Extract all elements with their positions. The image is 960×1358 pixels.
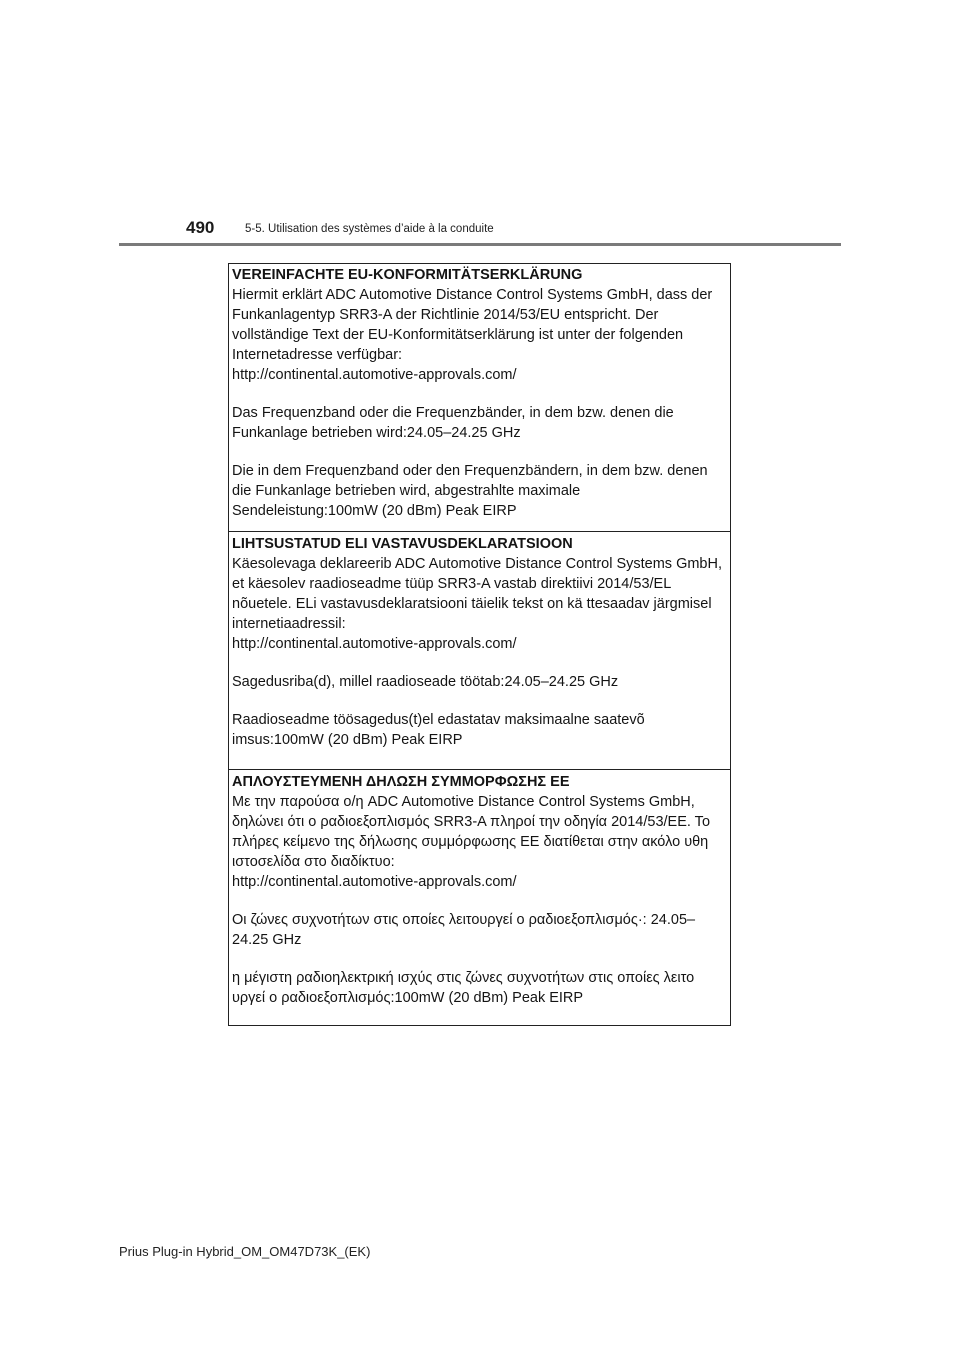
declaration-box (228, 263, 731, 1026)
spacer (232, 892, 727, 910)
declaration-intro: Käesolevaga deklareerib ADC Automotive Distance Control Systems GmbH, et käesolev raadioseadme tüüp SRR3-A vastab direktiivi 2014/53/EL nõuetele. ELi vastavusdeklaratsiooni täielik tekst on kä ttesaadav järgmisel internetiaadressil: (232, 556, 722, 632)
spacer (232, 692, 727, 710)
declaration-power: Die in dem Frequenzband oder den Frequenzbändern, in dem bzw. denen die Funkanlage betrieben wird, abgestrahlte maximale Sendeleistung:100mW (20 dBm) Peak EIRP (232, 463, 708, 519)
declaration-estonian (229, 531, 730, 769)
spacer (232, 385, 727, 403)
spacer (232, 654, 727, 672)
declaration-url: http://continental.automotive-approvals.com/ (232, 874, 517, 890)
declaration-power: η μέγιστη ραδιοηλεκτρική ισχύς στις ζώνες συχνοτήτων στις οποίες λειτο υργεί ο ραδιοεξοπλισμός:100mW (20 dBm) Peak EIRP (232, 970, 695, 1006)
declaration-heading: VEREINFACHTE EU-KONFORMITÄTSERKLÄRUNG (232, 267, 583, 283)
declaration-german (229, 264, 730, 531)
page-number: 490 (186, 218, 215, 237)
declaration-heading: ΑΠΛΟΥΣΤΕΥΜΕΝΗ ΔΗΛΩΣΗ ΣΥΜΜΟΡΦΩΣΗΣ ΕΕ (232, 774, 570, 790)
declaration-intro: Hiermit erklärt ADC Automotive Distance Control Systems GmbH, dass der Funkanlagentyp SRR3-A der Richtlinie 2014/53/EU entspricht. Der vollständige Text der EU-Konformitätserklärung ist unter der folgenden Internetadresse verfügbar: (232, 287, 713, 363)
declaration-url: http://continental.automotive-approvals.com/ (232, 636, 517, 652)
spacer (232, 950, 727, 968)
declaration-power: Raadioseadme töösagedus(t)el edastatav maksimaalne saatevõ imsus:100mW (20 dBm) Peak EIRP (232, 712, 645, 748)
declaration-frequency: Das Frequenzband oder die Frequenzbänder, in dem bzw. denen die Funkanlage betrieben wird:24.05–24.25 GHz (232, 405, 674, 441)
section-title: 5-5. Utilisation des systèmes d’aide à la conduite (245, 223, 494, 235)
declaration-frequency: Sagedusriba(d), millel raadioseade töötab:24.05–24.25 GHz (232, 674, 619, 690)
header-rule (119, 243, 841, 246)
declaration-intro: Με την παρούσα ο/η ADC Automotive Distance Control Systems GmbH, δηλώνει ότι ο ραδιοεξοπλισμός SRR3-A πληροί την οδηγία 2014/53/ΕΕ. Το πλήρες κείμενο της δήλωσης συμμόρφωσης ΕΕ διατίθεται στην ακόλο υθη ιστοσελίδα στο διαδίκτυο: (232, 794, 711, 870)
declaration-frequency: Οι ζώνες συχνοτήτων στις οποίες λειτουργεί ο ραδιοεξοπλισμός·: 24.05–24.25 GHz (232, 912, 696, 948)
footer-document-id: Prius Plug-in Hybrid_OM_OM47D73K_(EK) (119, 1244, 371, 1259)
spacer (232, 443, 727, 461)
declaration-heading: LIHTSUSTATUD ELI VASTAVUSDEKLARATSIOON (232, 536, 573, 552)
declaration-url: http://continental.automotive-approvals.com/ (232, 367, 517, 383)
declaration-greek (229, 769, 730, 1025)
